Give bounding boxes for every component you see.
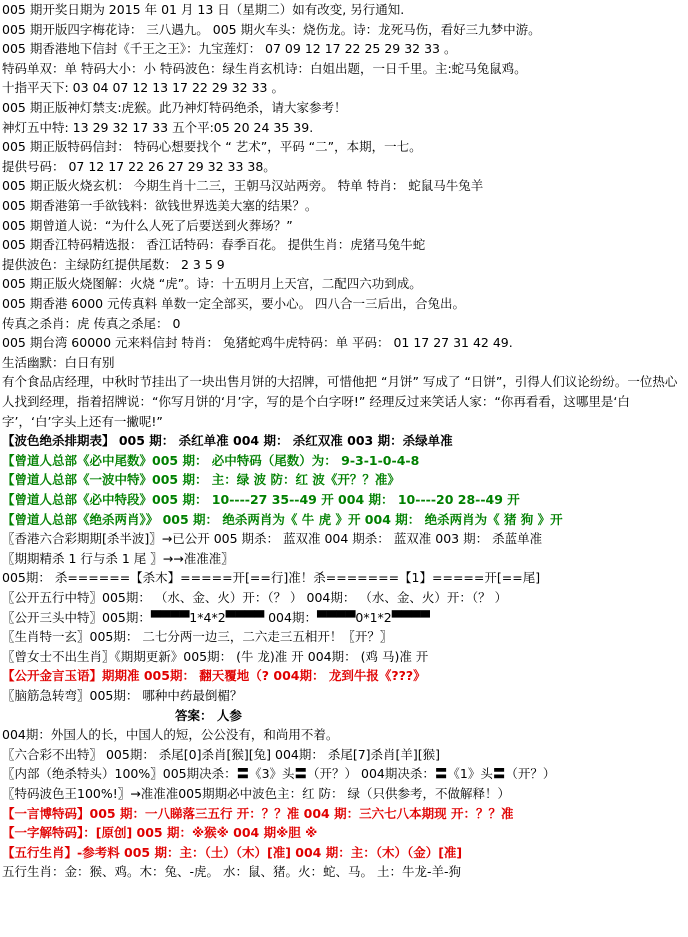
text-line: 【一言博特码】005 期：一八睇落三五行 开：？？准 004 期：三六七八本期现 开：？？准 (2, 805, 514, 821)
text-line: 005 期曾道人说：“为什么人死了后要送到火葬场？” (2, 217, 293, 233)
text-line: 【公开金言玉语】期期准 005期： 翻天覆地（? 004期： 龙到牛报《???》 (2, 668, 426, 684)
text-line: 005 期香江特码精选报： 香江话特码：春季百花。 提供生肖：虎猪马兔牛蛇 (2, 237, 426, 253)
text-line: 005 期台湾 60000 元来料信封 特肖： 兔猪蛇鸡牛虎特码：单 平码： 01 17 27 31 42 49. (2, 335, 513, 351)
text-line: 005 期香港地下信封《千王之王》：九宝莲灯： 07 09 12 17 22 25 29 32 33 。 (2, 41, 457, 57)
text-line: 〖生肖特一玄〗005期： 二七分两一边三，二六走三五相开！〖开？〗 (2, 629, 393, 645)
text-line: 提供波色：主绿防红提供尾数： 2 3 5 9 (2, 256, 225, 272)
text-line: 005 期香港第一手欲钱料：欲钱世界选美大塞的结果？。 (2, 198, 318, 213)
text-line: 005 期正版特码信封： 特码心想要找个 “ 艺术”，平码 “二”，本期，一七。 (2, 139, 422, 155)
text-line: 〖公开三头中特〗005期：▀▀▀▀1*4*2▀▀▀▀ 004期：▀▀▀▀0*1*2▀▀▀▀ (2, 609, 431, 625)
text-line: 005 期正版火烧玄机： 今期生肖十二三，王朝马汉站两旁。 特单 特肖： 蛇鼠马牛兔羊 (2, 178, 484, 194)
text-line: 提供号码： 07 12 17 22 26 27 29 32 33 38。 (2, 158, 276, 174)
text-line: 〖内部（绝杀特头）100%〗005期决杀：〓《3》头〓（开？） 004期决杀：〓《1》头〓（开？） (2, 766, 556, 782)
text-line: 【曾道人总部《绝杀两肖》》 005 期： 绝杀两肖为《 牛 虎 》开 004 期： 绝杀两肖为《 猪 狗 》开 (2, 511, 563, 527)
text-line: 〖脑筋急转弯〗005期： 哪种中药最倒楣？ (2, 688, 243, 703)
text-line: 【曾道人总部《一波中特》005 期： 主：绿 波 防：红 波《开？？准》 (2, 472, 400, 488)
text-line: 【五行生肖】-参考料 005 期：主：（土）（木）[准] 004 期：主：（木）（金）[准] (2, 844, 463, 860)
text-line: 005 期正版火烧图解：火烧 “虎”。诗：十五明月上天宫，二配四六功到成。 (2, 276, 422, 292)
text-line: 004期：外国人的长，中国人的短，公公没有，和尚用不着。 (2, 727, 339, 743)
text-line: 特码单双：单 特码大小：小 特码波色：绿生肖玄机诗：白姐出题，一日千里。主:蛇马兔鼠鸡。 (2, 60, 527, 76)
text-line: 005期： 杀======【杀木】=====开[==行]准！杀=======【1】=====开[==尾] (2, 570, 541, 586)
text-line: 生活幽默：白日有别 (2, 354, 115, 370)
text-line: 005 期开版四字梅花诗： 三八遇九。 005 期火车头：烧伤龙。诗：龙死马伤，看好三九梦中游。 (2, 21, 541, 37)
text-line: 005 期开奖日期为 2015 年 01 月 13 日（星期二）如有改变, 另行通知. (2, 2, 405, 17)
text-line: 005 期香港 6000 元传真料 单数一定全部买，要小心。 四八合一三后出，合兔出。 (2, 296, 466, 311)
text-line: 五行生肖：金：猴、鸡。木：兔、-虎。 水：鼠、猪。火：蛇、马。 土：牛龙-羊-狗 (2, 864, 461, 880)
text-line: 神灯五中特: 13 29 32 17 33 五个平:05 20 24 35 39. (2, 119, 314, 135)
text-line: 传真之杀肖：虎 传真之杀尾： 0 (2, 315, 181, 331)
text-line: 〖曾女士不出生肖〗《期期更新》005期： (牛 龙)准 开 004期： (鸡 马)准 开 (2, 648, 429, 664)
text-line: 【曾道人总部《必中特段》005 期： 10----27 35--49 开 004 期： 10----20 28--49 开 (2, 492, 520, 507)
text-line: 005 期正版神灯禁支:虎猴。此乃神灯特码绝杀，请大家参考！ (2, 100, 347, 115)
text-line: 【波色绝杀排期表】 005 期： 杀红单准 004 期： 杀红双准 003 期：杀绿单准 (2, 433, 453, 449)
text-line: 【一字解特码】：[原创] 005 期：※猴※ 004 期※胆 ※ (2, 825, 318, 841)
text-line: 〖特码波色王100%!〗→准准准005期期必中波色主：红 防： 绿（只供参考，不做解释！） (2, 786, 511, 801)
text-line: 〖香港六合彩期期[杀半波]〗→已公开 005 期杀： 蓝双准 004 期杀： 蓝双准 003 期： 杀蓝单准 (2, 531, 543, 547)
text-line: 〖期期精杀 1 行与杀 1 尾 〗→→准准准〗 (2, 550, 234, 566)
text-line: 〖公开五行中特〗005期： （水、金、火）开：（？ ） 004期： （水、金、火）开：（？ ） (2, 590, 508, 605)
text-line: 〖六合彩不出特〗 005期： 杀尾[0]杀肖[猴][兔] 004期： 杀尾[7]杀肖[羊][猴] (2, 746, 441, 762)
text-line: 【曾道人总部《必中尾数》005 期： 必中特码（尾数）为： 9-3-1-0-4-8 (2, 452, 420, 468)
text-line: 十指平天下: 03 04 07 12 13 17 22 29 32 33 。 (2, 80, 284, 96)
riddle-answer: 答案： 人参 (175, 707, 242, 723)
humor-paragraph: 有个食品店经理，中秋时节挂出了一块出售月饼的大招牌，可惜他把 “月饼” 写成了 “日饼”，引得人们议论纷纷。一位热心人找到经理，指着招牌说：“你写月饼的‘月’字，写的是个白字呀!” 经理反过来笑话人家：“你再看看，这哪里是‘白字’，‘白’字头上还有一撇呢!” (2, 374, 678, 430)
